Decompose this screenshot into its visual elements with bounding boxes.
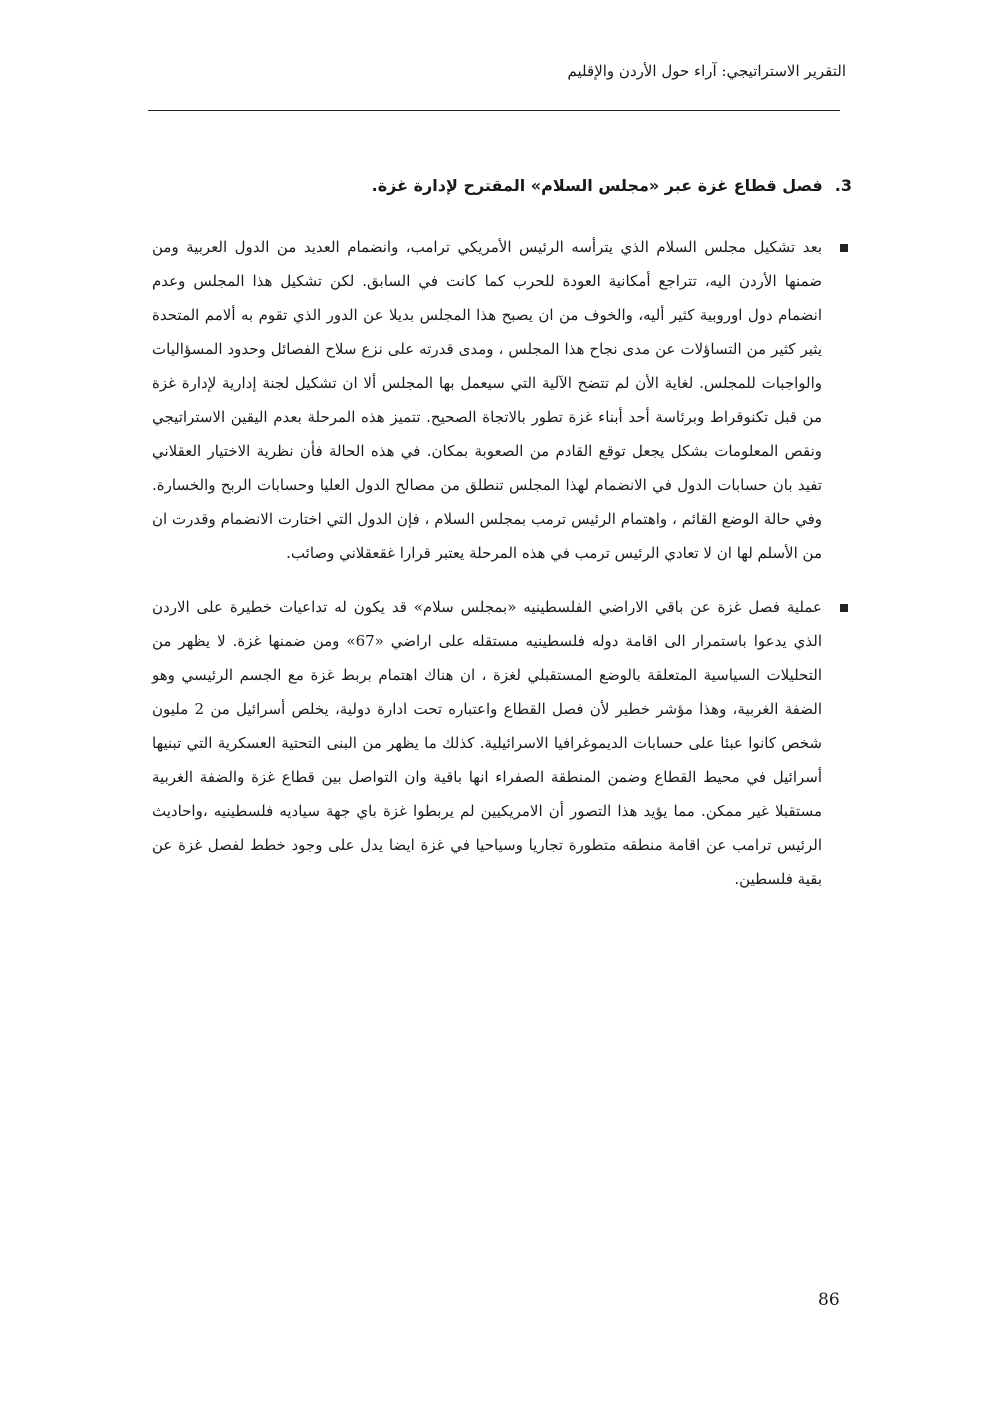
- section-heading: [152, 168, 852, 204]
- paragraph-text: عملية فصل غزة عن باقي الاراضي الفلسطينيه «بمجلس سلام» قد يكون له تداعيات خطيرة على الاردن الذي يدعوا باستمرار الى اقامة دوله فلسطينيه مستقله على اراضي «67» ومن ضمنها غزة. لا يظهر من التحليلات السياسية المتعلقة بالوضع المستقبلي لغزة ، ان هناك اهتمام بربط غزة مع الجسم الرئيسي وهو الضفة الغربية، وهذا مؤشر خطير لأن فصل القطاع واعتباره تحت ادارة دولية، يخلص أسرائيل من 2 مليون شخص كانوا عبئا على حسابات الديموغرافيا الاسرائيلية. كذلك ما يظهر من البنى التحتية العسكرية التي تبنيها أسرائيل في محيط القطاع وضمن المنطقة الصفراء انها باقية وان التواصل بين قطاع غزة والضفة الغربية مستقبلا غير ممكن. مما يؤيد هذا التصور أن الامريكيين لم يربطوا غزة باي جهة سياديه فلسطينيه ،واحاديث الرئيس ترامب عن اقامة منطقه متطورة تجاريا وسياحيا في غزة ايضا يدل على وجود خطط لفصل غزة عن بقية فلسطين.: [152, 598, 823, 888]
- page-content: [152, 168, 852, 916]
- header-divider: [148, 110, 840, 111]
- running-header: التقرير الاستراتيجي: آراء حول الأردن والإقليم: [567, 62, 846, 80]
- section-number: 3.: [834, 176, 852, 195]
- section-title: فصل قطاع غزة عبر «مجلس السلام» المقترح لإدارة غزة.: [371, 176, 823, 195]
- square-bullet-icon: [840, 604, 848, 612]
- paragraph-text: بعد تشكيل مجلس السلام الذي يترأسه الرئيس الأمريكي ترامب، وانضمام العديد من الدول العربية ومن ضمنها الأردن اليه، تتراجع أمكانية العودة للحرب كما كانت في السابق. لكن تشكيل هذا المجلس وعدم انضمام دول اوروبية كثير أليه، والخوف من ان يصبح هذا المجلس بديلا عن الدور الذي تقوم به ألامم المتحدة يثير كثير من التساؤلات عن مدى نجاح هذا المجلس ، ومدى قدرته على نزع سلاح الفصائل وحدود المسؤاليات والواجبات للمجلس. لغاية الأن لم تتضح الآلية التي سيعمل بها المجلس ألا ان تشكيل لجنة إدارية لإدارة غزة من قبل تكنوقراط وبرئاسة أحد أبناء غزة تطور بالاتجاة الصحيح. تتميز هذه المرحلة بعدم اليقين الاستراتيجي ونقص المعلومات بشكل يجعل توقع القادم من الصعوبة بمكان. في هذه الحالة فأن نظرية الاختيار العقلاني تفيد بان حسابات الدول في الانضمام لهذا المجلس تنطلق من مصالح الدول العليا وحسابات الربح والخسارة. وفي حالة الوضع القائم ، واهتمام الرئيس ترمب بمجلس السلام ، فإن الدول التي اختارت الانضمام وقدرت ان من الأسلم لها ان لا تعادي الرئيس ترمب في هذه المرحلة يعتبر قرارا غقعقلاني وصائب.: [152, 238, 822, 562]
- list-item: [152, 590, 852, 896]
- list-item: [152, 230, 852, 570]
- bullet-list: [152, 230, 852, 896]
- square-bullet-icon: [840, 244, 848, 252]
- page-number: 86: [818, 1290, 840, 1310]
